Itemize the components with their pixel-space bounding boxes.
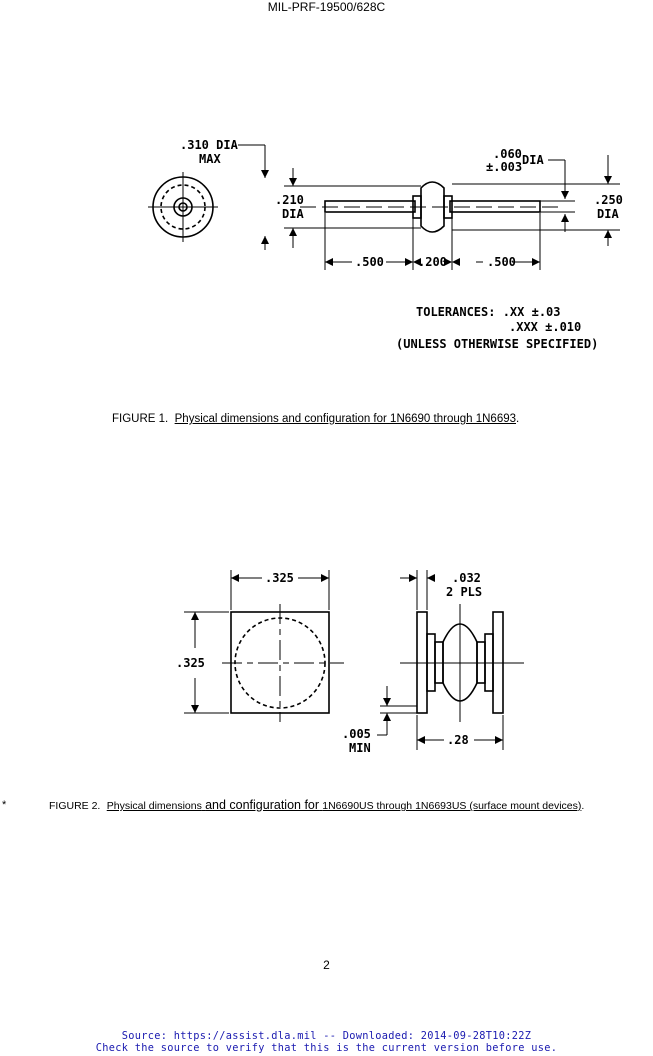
download-footer — [0, 1030, 653, 1054]
revision-marker: * — [2, 799, 7, 811]
footer-check-line: Check the source to verify that this is the current version before use. — [95, 1042, 558, 1054]
label-060: .060 — [493, 147, 522, 161]
label-min: MIN — [349, 741, 371, 755]
figure-1-caption: FIGURE 1. Physical dimensions and configuration for 1N6690 through 1N6693. — [112, 413, 520, 425]
label-005: .005 — [342, 727, 371, 741]
label-width-325: .325 — [265, 571, 294, 585]
figure-2-prefix: FIGURE 2. — [49, 800, 101, 812]
label-310-dia: .310 DIA — [180, 138, 238, 152]
tolerances-line3: (UNLESS OTHERWISE SPECIFIED) — [396, 337, 599, 351]
figure-1-drawing — [0, 0, 653, 400]
label-dia: DIA — [522, 153, 544, 167]
figure-1-prefix: FIGURE 1. — [112, 413, 169, 425]
tolerances-line1: TOLERANCES: .XX ±.03 — [416, 305, 561, 319]
figure-2-drawing — [0, 560, 653, 770]
figure-1-title: Physical dimensions and configuration for 1N6690 through 1N6693 — [174, 413, 517, 425]
page-number: 2 — [323, 958, 330, 972]
label-2-pls: 2 PLS — [446, 585, 483, 599]
top-view-square — [231, 612, 329, 713]
label-210-dia: DIA — [282, 207, 304, 221]
label-height-325: .325 — [176, 656, 205, 670]
label-max: MAX — [199, 152, 221, 166]
label-200: .200 — [418, 255, 447, 269]
label-500-right: .500 — [487, 255, 516, 269]
label-210: .210 — [275, 193, 304, 207]
document-number: MIL-PRF-19500/628C — [267, 0, 386, 14]
label-500-left: .500 — [355, 255, 384, 269]
figure-2-caption: FIGURE 2. Physical dimensions and configuration for 1N6690US through 1N6693US (surface mount devices). — [49, 798, 585, 812]
tolerances-line2: .XXX ±.010 — [509, 320, 582, 334]
label-250-dia: DIA — [597, 207, 619, 221]
label-tol-003: ±.003 — [486, 160, 523, 174]
label-032: .032 — [452, 571, 481, 585]
footer-source-line: Source: https://assist.dla.mil -- Downloaded: 2014-09-28T10:22Z — [121, 1030, 532, 1042]
label-28: .28 — [447, 733, 469, 747]
label-250: .250 — [594, 193, 623, 207]
